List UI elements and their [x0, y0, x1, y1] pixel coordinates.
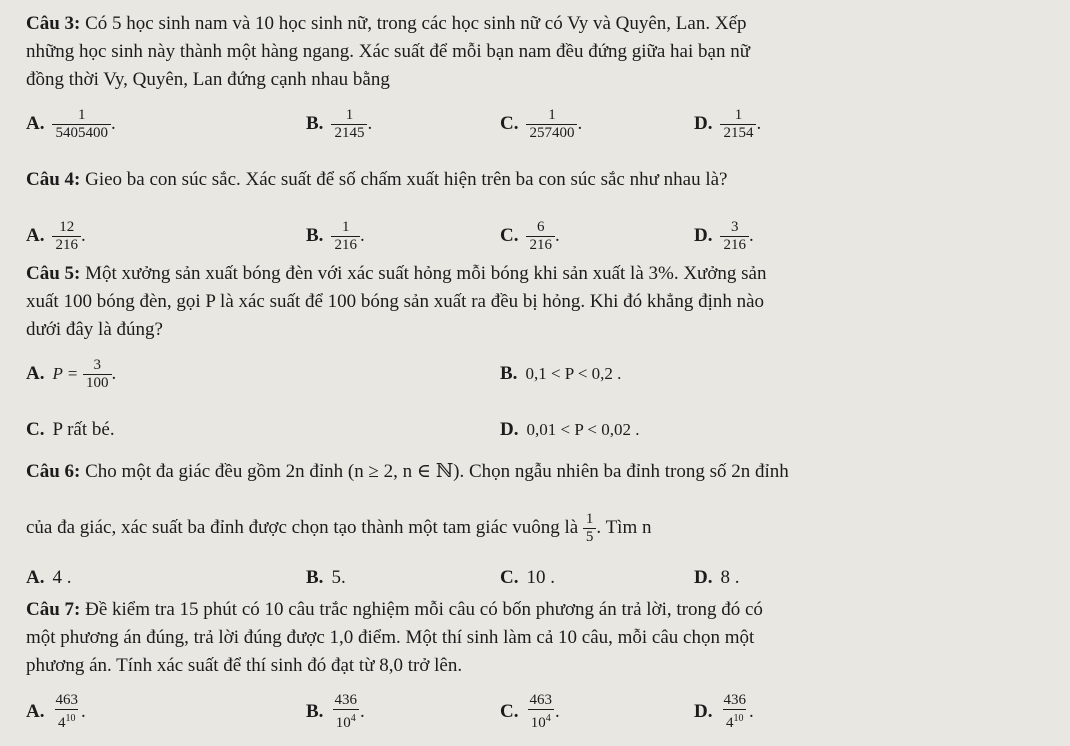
q5-text: Một xưởng sản xuất bóng đèn với xác suất hỏng mỗi bóng khi sản xuất là 3%. Xưởng sản	[85, 263, 767, 284]
q7-option-d[interactable]: D. $\frac{436}{4^{10}}$ .	[694, 692, 754, 731]
q5-option-c[interactable]: C. P rất bé.	[26, 419, 115, 440]
fraction: $\frac{1}{2154}$	[720, 107, 756, 142]
q5-options-row2	[26, 408, 1056, 452]
fraction: $\frac{1}{5405400}$	[52, 107, 111, 142]
q4-text: Gieo ba con súc sắc. Xác suất để số chấm xuất hiện trên ba con súc sắc như nhau là?	[85, 169, 728, 190]
q7-line2: một phương án đúng, trả lời đúng được 1,0 điểm. Một thí sinh làm cả 10 câu, mỗi câu chọn một	[26, 627, 755, 648]
fraction: $\frac{463}{10^4}$	[529, 692, 552, 731]
q5-option-a[interactable]: A. P = $\frac{3}{100}$ .	[26, 356, 117, 391]
q6-option-a[interactable]: A. 4 .	[26, 567, 72, 588]
fraction: $\frac{1}{257400}$	[526, 107, 577, 142]
q7-options	[26, 690, 1056, 734]
q5-options-row1	[26, 352, 1056, 396]
fraction: $\frac{3}{100}$	[83, 357, 112, 392]
q6-label: Câu 6:	[26, 461, 81, 482]
q7-option-c[interactable]: C. $\frac{463}{10^4}$ .	[500, 692, 560, 731]
q4-label: Câu 4:	[26, 169, 81, 190]
q3-option-b[interactable]: B. $\frac{1}{2145}$ .	[306, 106, 373, 141]
question-7	[26, 596, 1056, 680]
q4-option-a[interactable]: A. $\frac{12}{216}$ .	[26, 218, 86, 253]
q7-line3: phương án. Tính xác suất để thí sinh đó đạt từ 8,0 trở lên.	[26, 655, 463, 676]
fraction: $\frac{436}{4^{10}}$	[723, 692, 746, 731]
q5-line2: xuất 100 bóng đèn, gọi P là xác suất để 100 bóng sản xuất ra đều bị hỏng. Khi đó khẳng định nào	[26, 291, 765, 312]
q7-option-b[interactable]: B. $\frac{436}{10^4}$ .	[306, 692, 365, 731]
q4-option-c[interactable]: C. $\frac{6}{216}$ .	[500, 218, 560, 253]
fraction: $\frac{1}{216}$	[331, 219, 360, 254]
fraction: $\frac{3}{216}$	[720, 219, 749, 254]
q5-label: Câu 5:	[26, 263, 81, 284]
q6-line2: của đa giác, xác suất ba đỉnh được chọn tạo thành một tam giác vuông là $\frac{1}{5}$ . Tìm n	[26, 510, 652, 545]
fraction: $\frac{436}{10^4}$	[334, 692, 357, 731]
q7-text: Đề kiểm tra 15 phút có 10 câu trắc nghiệm mỗi câu có bốn phương án trả lời, trong đó có	[85, 599, 763, 620]
q6-option-d[interactable]: D. 8 .	[694, 567, 740, 588]
fraction: $\frac{463}{4^{10}}$	[55, 692, 78, 731]
fraction: $\frac{1}{5}$	[583, 511, 597, 546]
q5-option-d[interactable]: D. 0,01 < P < 0,02 .	[500, 419, 640, 440]
question-4	[26, 166, 1056, 194]
question-5	[26, 260, 1056, 344]
q7-label: Câu 7:	[26, 599, 81, 620]
q3-label: Câu 3:	[26, 13, 81, 34]
q3-option-d[interactable]: D. $\frac{1}{2154}$ .	[694, 106, 762, 141]
q7-option-a[interactable]: A. $\frac{463}{4^{10}}$ .	[26, 692, 86, 731]
q3-line3: đồng thời Vy, Quyên, Lan đứng cạnh nhau bằng	[26, 69, 390, 90]
q4-option-b[interactable]: B. $\frac{1}{216}$ .	[306, 218, 365, 253]
q6-options	[26, 556, 1056, 600]
q6-text: Cho một đa giác đều gồm 2n đỉnh (n ≥ 2, n ∈ ℕ). Chọn ngẫu nhiên ba đỉnh trong số 2n đỉnh	[85, 461, 789, 482]
q6-option-c[interactable]: C. 10 .	[500, 567, 555, 588]
fraction: $\frac{1}{2145}$	[331, 107, 367, 142]
fraction: $\frac{6}{216}$	[526, 219, 555, 254]
question-6	[26, 458, 1056, 486]
fraction: $\frac{12}{216}$	[52, 219, 81, 254]
question-3	[26, 10, 1056, 94]
q6-option-b[interactable]: B. 5.	[306, 567, 346, 588]
q3-options	[26, 102, 1056, 146]
q4-option-d[interactable]: D. $\frac{3}{216}$ .	[694, 218, 754, 253]
q5-line3: dưới đây là đúng?	[26, 319, 163, 340]
q3-option-c[interactable]: C. $\frac{1}{257400}$ .	[500, 106, 583, 141]
q3-text: Có 5 học sinh nam và 10 học sinh nữ, trong các học sinh nữ có Vy và Quyên, Lan. Xếp	[85, 13, 747, 34]
q5-option-b[interactable]: B. 0,1 < P < 0,2 .	[500, 363, 622, 384]
q4-options	[26, 214, 1056, 258]
q3-option-a[interactable]: A. $\frac{1}{5405400}$ .	[26, 106, 116, 141]
q3-line2: những học sinh này thành một hàng ngang. Xác suất để mỗi bạn nam đều đứng giữa hai bạn nữ	[26, 41, 750, 62]
